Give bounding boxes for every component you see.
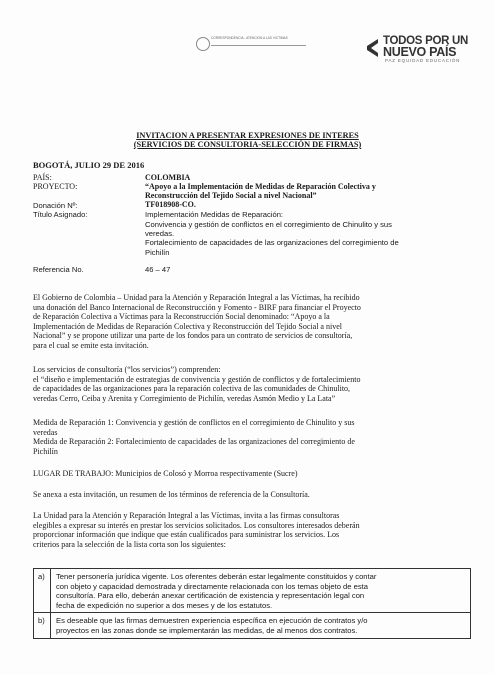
proyecto-value-2: Reconstrucción del Tejido Social a nivel Nacional” (145, 191, 317, 200)
criteria-row (34, 613, 470, 637)
paragraph-line: Implementación de Medidas de Reparación Colectiva y Reconstrucción del Tejido Social a nivel (33, 321, 342, 331)
brand-logo-icon (364, 37, 380, 59)
proyecto-value-1: “Apoyo a la Implementación de Medidas de Reparación Colectiva y (145, 182, 376, 191)
paragraph-line: para el cual se emite esta invitación. (33, 340, 149, 350)
paragraph-line: Pichilín (33, 446, 58, 456)
criteria-line: con objeto y capacidad demostrada y directamente relacionada con los temas objeto de esta (56, 581, 368, 591)
donacion-label: Donación Nº: (33, 201, 78, 210)
document-date: BOGOTÁ, JULIO 29 DE 2016 (33, 160, 145, 170)
brand-line-3: PAZ EQUIDAD EDUCACIÓN (385, 58, 461, 63)
criteria-text (51, 569, 470, 612)
paragraph-line: elegibles a expresar su interés en prestar los servicios solicitados. Los consultores interesados deberán (33, 520, 360, 530)
paragraph-line: Nacional” y se propone utilizar una parte de los fondos para un contrato de servicios de consultoría, (33, 331, 353, 341)
paragraph-intro (33, 293, 469, 351)
titulo-value-3: veredas. (145, 229, 175, 238)
paragraph-anexo: Se anexa a esta invitación, un resumen de los términos de referencia de la Consultoría. (33, 490, 310, 499)
paragraph-line: una donación del Banco Internacional de Reconstrucción y Fomento - BIRF para financiar el Proyecto (33, 302, 361, 312)
criteria-line: Tener personería jurídica vigente. Los oferentes deberán estar legalmente constituidos y contar (56, 572, 377, 581)
criteria-letter: b) (34, 613, 51, 637)
paragraph-line: Los servicios de consultoría (“los servicios”) comprenden: (33, 365, 221, 374)
paragraph-line: Medida de Reparación 2: Fortalecimiento de capacidades de las organizaciones del corregimiento de (33, 437, 355, 447)
paragraph-line: veredas (33, 427, 58, 437)
document-title: INVITACION A PRESENTAR EXPRESIONES DE INTERES (136, 131, 359, 140)
criteria-line: fecha de expedición no superior a dos meses y de los estatutos. (56, 600, 273, 610)
pais-value: COLOMBIA (145, 173, 191, 182)
paragraph-line: veredas Cerro, Ceiba y Arenita y Corregimiento de Pichilín, veredas Asmón Medio y La Lata” (33, 393, 336, 403)
paragraph-line: de Reparación Colectiva a Víctimas para la Reconstrucción Social denominado: “Apoyo a la (33, 312, 330, 322)
titulo-value-2: Convivencia y gestión de conflictos en el corregimiento de Chinulito y sus (145, 220, 392, 229)
paragraph-line: criterios para la selección de la lista corta son los siguientes: (33, 539, 226, 549)
criteria-line: proyectos en las zonas donde se implementarán las medidas, de al menos dos contratos. (56, 625, 358, 635)
donacion-value: TF018908-CO. (145, 200, 196, 209)
header-divider (211, 45, 306, 46)
ministry-text: CORRESPONDENCIA - ATENCION A LAS VICTIMAS (211, 36, 288, 40)
document-subtitle: (SERVICIOS DE CONSULTORIA-SELECCIÓN DE FIRMAS) (133, 140, 362, 149)
paragraph-services (33, 365, 469, 403)
paragraph-lugar: LUGAR DE TRABAJO: Municipios de Colosó y Morroa respectivamente (Sucre) (33, 469, 298, 478)
referencia-label: Referencia No. (33, 265, 84, 274)
titulo-value-5: Pichilín (145, 248, 170, 257)
criteria-letter: a) (34, 569, 51, 612)
criteria-table (33, 568, 471, 639)
government-seal-icon (196, 37, 210, 51)
proyecto-label: PROYECTO: (33, 182, 78, 191)
criteria-line: Es deseable que las firmas demuestren experiencia específica en ejecución de contratos y/o (56, 616, 368, 626)
paragraph-line: El Gobierno de Colombia – Unidad para la Atención y Reparación Integral a las Víctimas, ha recibido (33, 293, 360, 302)
referencia-value: 46 – 47 (145, 265, 171, 274)
brand-line-1: TODOS POR UN (383, 35, 469, 47)
titulo-value-1: Implementación Medidas de Reparación: (145, 210, 284, 219)
paragraph-line: proporcionar información que indique que están cualificados para suministrar los servicios. Los (33, 530, 340, 540)
pais-label: PAÍS: (33, 173, 52, 182)
paragraph-line: Medida de Reparación 1: Convivencia y gestión de conflictos en el corregimiento de Chinulito y sus (33, 418, 355, 427)
criteria-text (51, 613, 470, 637)
paragraph-line: el “diseño e implementación de estrategias de convivencia y gestión de conflictos y de fortalecimiento (33, 374, 361, 384)
criteria-row (34, 569, 470, 613)
criteria-line: consultoría. Para ello, deberán anexar certificación de existencia y representación legal con (56, 591, 365, 601)
brand-line-2: NUEVO PAÍS (383, 45, 457, 59)
titulo-value-4: Fortalecimiento de capacidades de las organizaciones del corregimiento de (145, 238, 399, 247)
paragraph-line: La Unidad para la Atención y Reparación Integral a las Víctimas, invita a las firmas consultoras (33, 511, 340, 520)
paragraph-line: de capacidades de las organizaciones para la reparación colectiva de las comunidades de Chinulito, (33, 384, 351, 394)
titulo-label: Título Asignado: (33, 210, 88, 219)
paragraph-medidas (33, 418, 469, 456)
paragraph-invitation (33, 511, 469, 549)
